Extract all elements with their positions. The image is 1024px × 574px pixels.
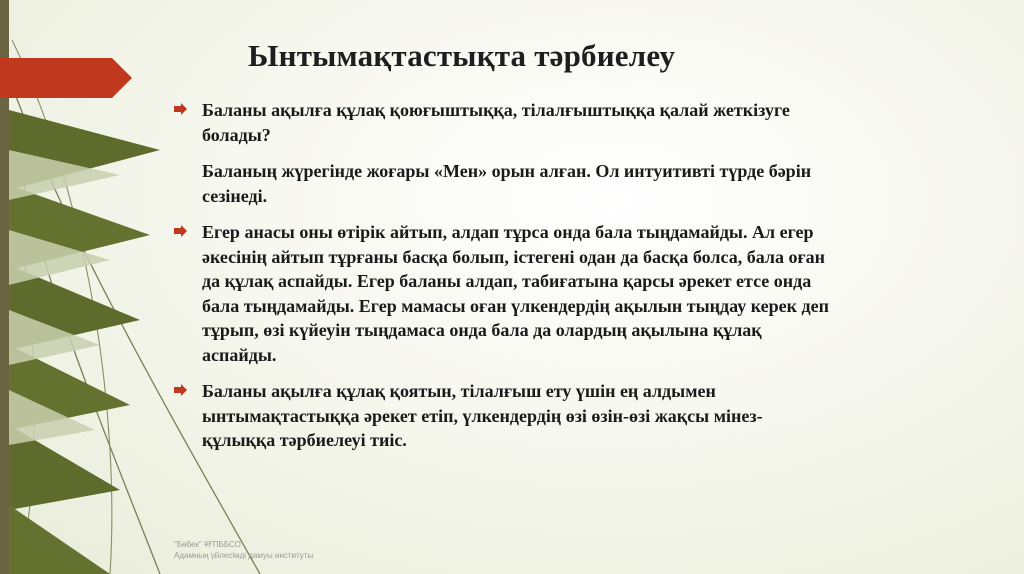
paragraph-2-text: Баланың жүрегінде жоғары «Мен» орын алған. Ол интуитивті түрде бәрін сезінеді. <box>202 161 812 206</box>
slide-footer <box>174 539 313 561</box>
paragraph-1 <box>174 98 834 147</box>
paragraph-3-text: Егер анасы оны өтірік айтып, алдап тұрса онда бала тыңдамайды. Ал егер әкесінің айтып тұрғаны басқа болып, істегені одан да басқа болса, бала оған да құлақ аспайды. Егер баланы алдап, табиғатына қарсы әрекет етсе онда бала тыңдамайды. Егер мамасы оған үлкендердің ақылын тыңдау керек деп тұрып, өзі күйеуін тыңдамаса онда бала да олардың ақылына құлақ аспайды. <box>202 222 829 365</box>
slide-body <box>174 98 834 465</box>
arrow-bullet-icon <box>174 102 188 116</box>
paragraph-3 <box>174 220 834 367</box>
paragraph-4 <box>174 379 834 453</box>
arrow-bullet-icon <box>174 383 188 397</box>
footer-line-1: "Бөбек" ҰҒПББСО <box>174 540 241 549</box>
slide-title: Ынтымақтастықта тәрбиелеу <box>248 38 676 73</box>
paragraph-2 <box>174 159 834 208</box>
arrow-bullet-icon <box>174 224 188 238</box>
paragraph-1-text: Баланы ақылға құлақ қоюғыштыққа, тілалғыштыққа қалай жеткізуге болады? <box>202 100 790 145</box>
footer-line-2: Адамның үйлесімді дамуы институты <box>174 551 314 560</box>
title-accent-arrow <box>0 58 132 98</box>
paragraph-4-text: Баланы ақылға құлақ қоятын, тілалғыш ету үшін ең алдымен ынтымақтастыққа әрекет етіп, үлкендердің өзі өзін-өзі жақсы мінез-құлыққа тәрбиелеуі тиіс. <box>202 381 763 450</box>
